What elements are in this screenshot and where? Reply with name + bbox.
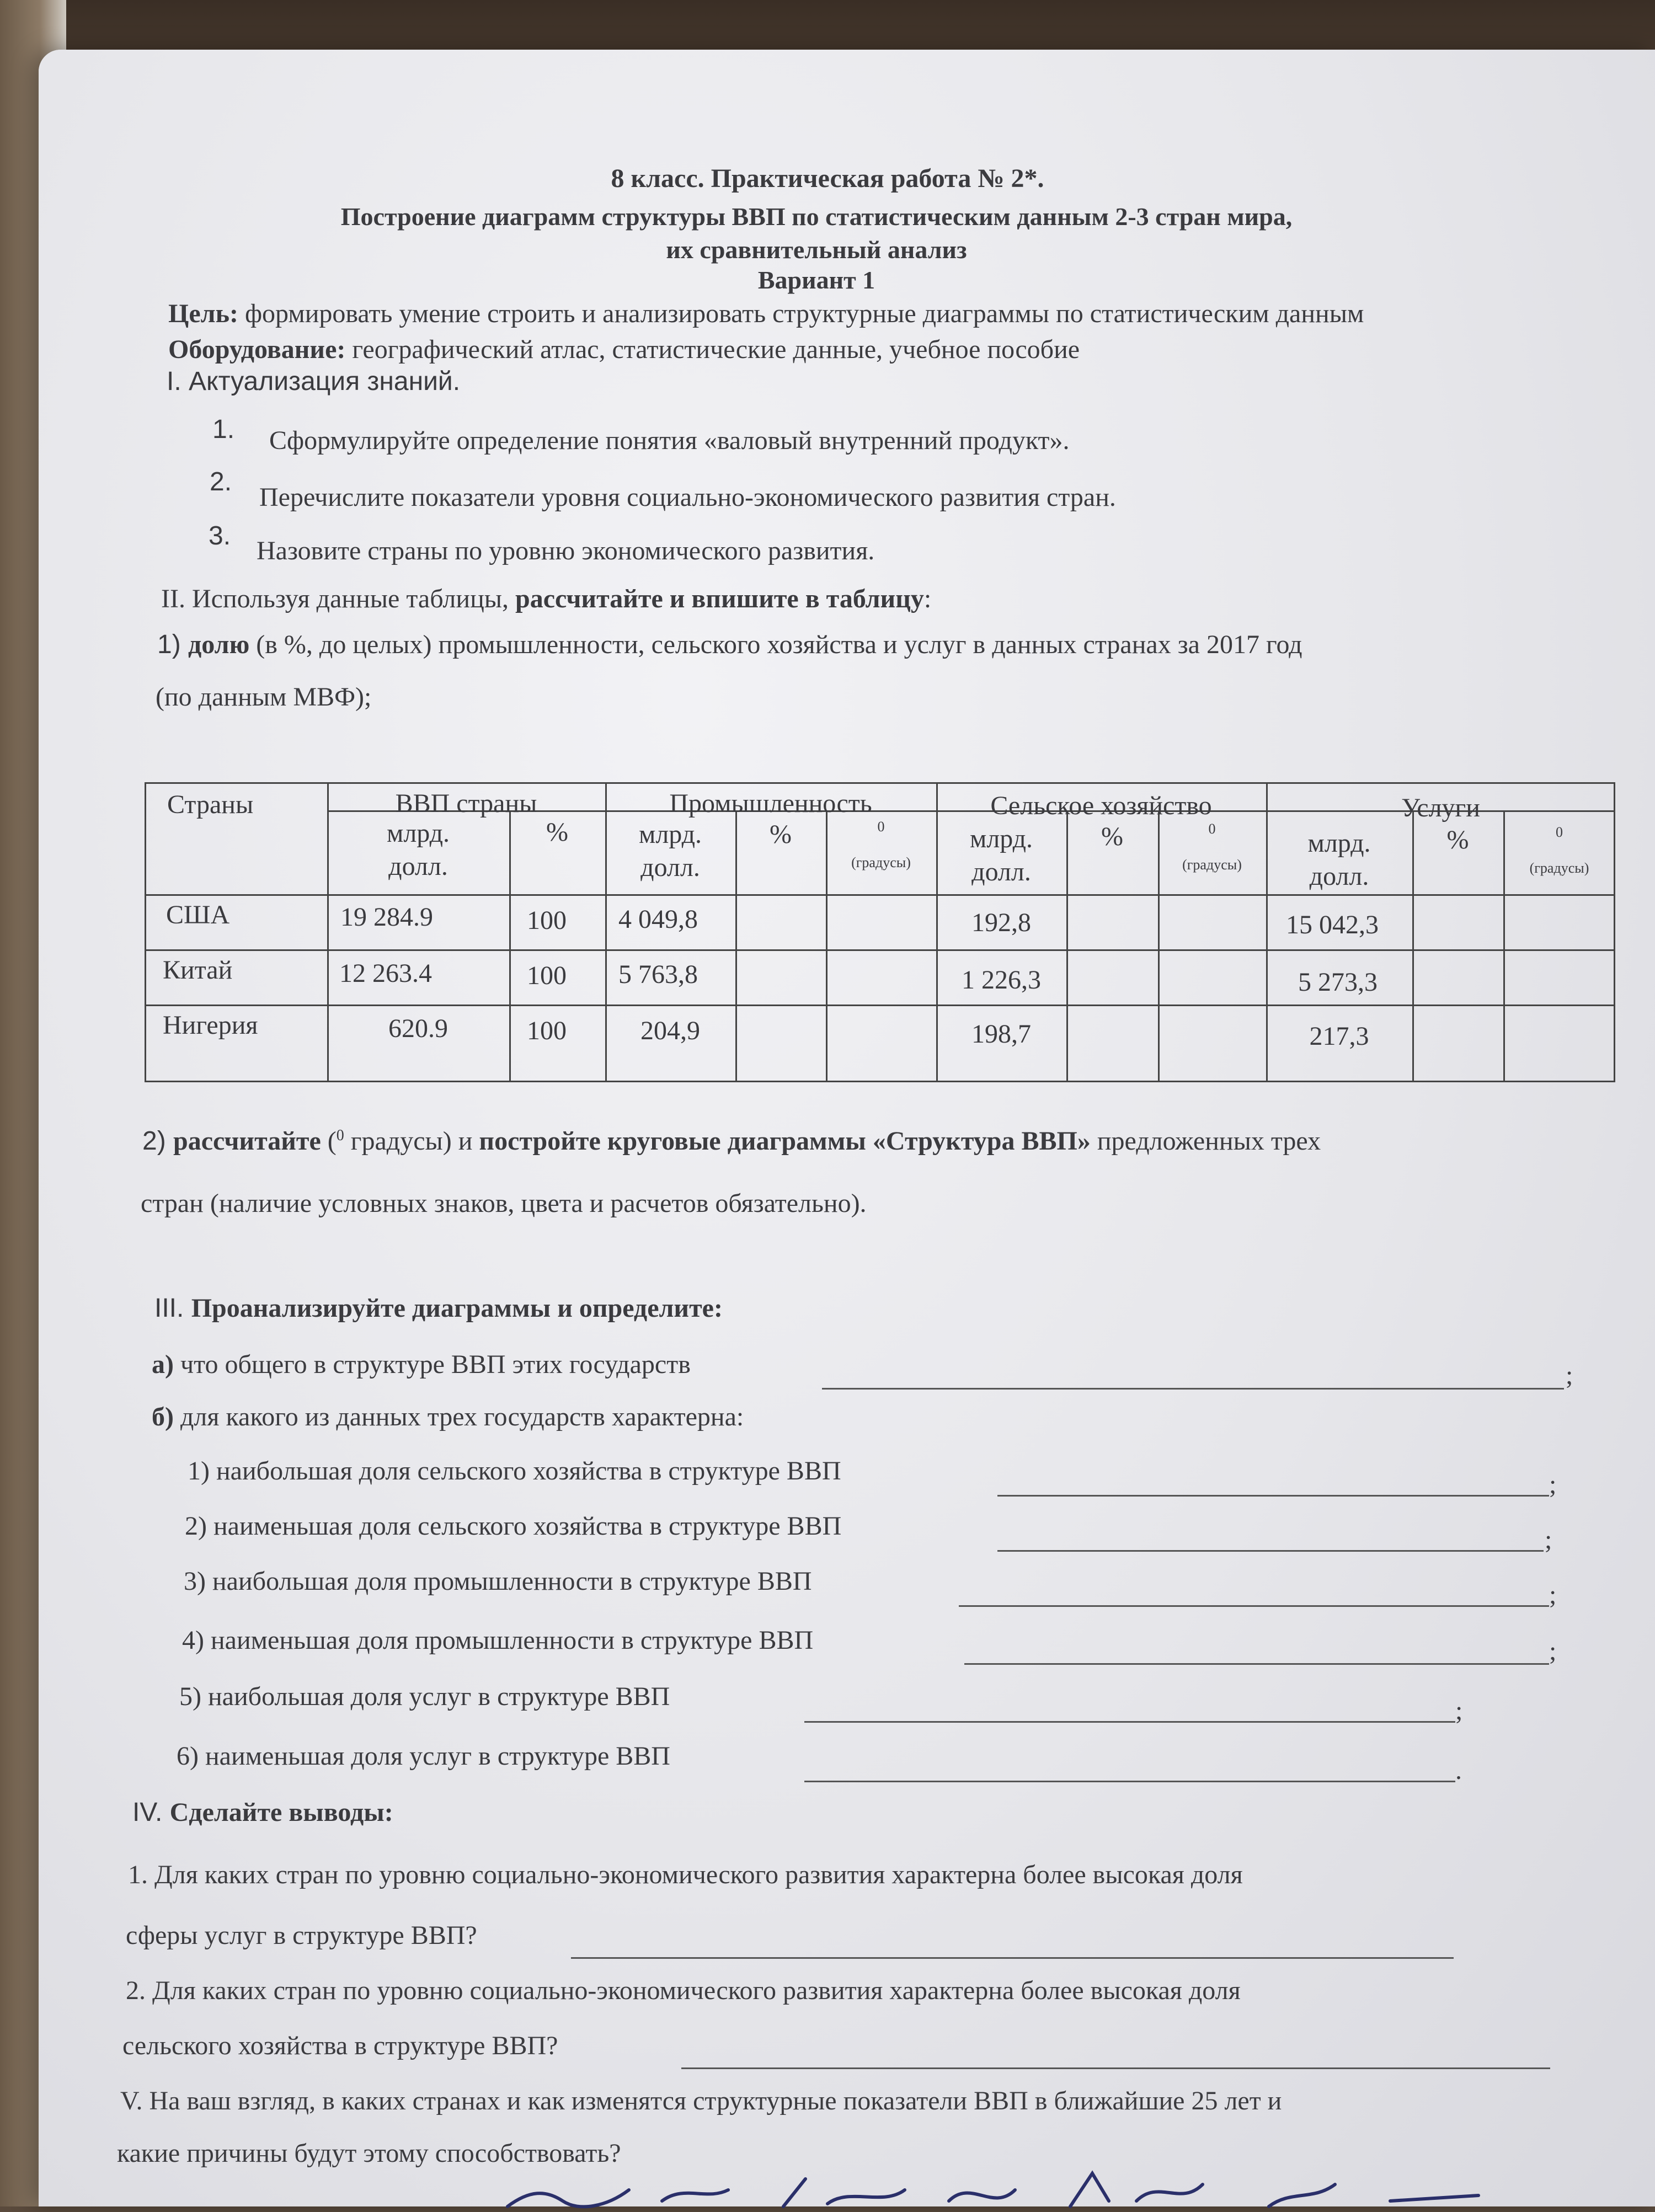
handwriting-scribble xyxy=(496,2168,1545,2212)
row-china-gdp-percent: 100 xyxy=(527,961,567,990)
worksheet-title: 8 класс. Практическая работа № 2*. xyxy=(611,164,1044,193)
subheader-services-degrees: 0 (градусы) xyxy=(1529,824,1589,876)
goal-label: Цель: xyxy=(168,299,238,328)
section-3-item-2-end: ; xyxy=(1545,1525,1552,1554)
goal-text: формировать умение строить и анализировать структурные диаграммы по статистическим данным xyxy=(238,299,1364,328)
row-usa-gdp-percent: 100 xyxy=(527,906,567,935)
answer-blank-3[interactable] xyxy=(959,1583,1549,1607)
section-5-question-cont: какие причины будут этому способствовать? xyxy=(117,2139,621,2168)
subheader-agriculture-degrees: 0 (градусы) xyxy=(1182,821,1242,873)
header-agriculture: Сельское хозяйство xyxy=(990,791,1212,820)
subheader-services-bln: млрд. долл. xyxy=(1307,829,1371,891)
section-2-task-1-cont: (по данным МВФ); xyxy=(156,682,372,712)
section-1-item-1-text: Сформулируйте определение понятия «валовый внутренний продукт». xyxy=(269,426,1070,455)
row-nigeria-services: 217,3 xyxy=(1309,1022,1369,1051)
variant-label: Вариант 1 xyxy=(757,266,875,294)
worksheet-subtitle: Построение диаграмм структуры ВВП по статистическим данным 2-3 стран мира, xyxy=(340,202,1293,231)
section-2-task-2: 2) рассчитайте ($^0$ градусы) и постройте круговые диаграммы «Структура ВВП» предложенных трех xyxy=(142,1126,1321,1156)
section-1-item-2-text: Перечислите показатели уровня социально-экономического развития стран. xyxy=(259,483,1116,512)
row-usa-industry: 4 049,8 xyxy=(618,905,698,934)
section-3-item-6: 6) наименьшая доля услуг в структуре ВВП xyxy=(177,1741,670,1771)
subheader-services-percent: % xyxy=(1446,825,1469,854)
row-china-gdp: 12 263.4 xyxy=(339,959,432,988)
header-industry: Промышленность xyxy=(669,789,872,818)
section-3-item-5-end: ; xyxy=(1455,1696,1463,1725)
row-china-services: 5 273,3 xyxy=(1298,968,1378,997)
equipment-text: географический атлас, статистические данные, учебное пособие xyxy=(345,335,1080,364)
section-4-title: IV. Сделайте выводы: xyxy=(132,1798,393,1827)
answer-blank-6[interactable] xyxy=(804,1759,1455,1782)
section-1-item-3-number: 3. xyxy=(209,521,231,551)
section-4-question-2-cont: сельского хозяйства в структуре ВВП? xyxy=(122,2031,558,2060)
section-3-item-4: 4) наименьшая доля промышленности в структуре ВВП xyxy=(182,1626,814,1655)
row-china-industry: 5 763,8 xyxy=(618,960,698,989)
row-nigeria-agriculture: 198,7 xyxy=(971,1019,1031,1049)
section-3-item-2: 2) наименьшая доля сельского хозяйства в структуре ВВП xyxy=(185,1511,842,1541)
goal-line xyxy=(168,301,1364,327)
section-3-a-end: ; xyxy=(1566,1361,1573,1390)
row-nigeria-gdp-percent: 100 xyxy=(527,1016,567,1045)
row-nigeria-industry: 204,9 xyxy=(640,1016,700,1045)
section-3-item-1: 1) наибольшая доля сельского хозяйства в структуре ВВП xyxy=(188,1456,841,1486)
subheader-agriculture-bln: млрд. долл. xyxy=(969,824,1033,886)
answer-blank-2[interactable] xyxy=(997,1528,1544,1552)
section-4-question-1-cont: сферы услуг в структуре ВВП? xyxy=(126,1921,477,1950)
subheader-gdp-percent: % xyxy=(546,818,568,847)
row-usa-country: США xyxy=(166,900,230,929)
subheader-industry-percent: % xyxy=(770,820,792,849)
equipment-line xyxy=(168,336,1080,363)
section-1-item-2-number: 2. xyxy=(210,467,232,496)
header-services: Услуги xyxy=(1401,793,1480,822)
section-1-title: I. Актуализация знаний. xyxy=(167,367,461,396)
section-3-item-6-end: . xyxy=(1455,1756,1462,1785)
section-3-a: а) что общего в структуре ВВП этих государств xyxy=(152,1350,691,1379)
answer-blank-1[interactable] xyxy=(997,1473,1549,1497)
section-4-question-2: 2. Для каких стран по уровню социально-экономического развития характерна более высокая доля xyxy=(126,1976,1241,2005)
answer-blank-q2[interactable] xyxy=(681,2045,1550,2069)
header-countries: Страны xyxy=(167,790,254,819)
section-3-item-4-end: ; xyxy=(1549,1637,1557,1666)
section-2-task-2-cont: стран (наличие условных знаков, цвета и расчетов обязательно). xyxy=(141,1189,867,1218)
row-usa-agriculture: 192,8 xyxy=(971,908,1031,937)
row-usa-gdp: 19 284.9 xyxy=(340,902,433,932)
row-china-agriculture: 1 226,3 xyxy=(962,965,1041,995)
answer-blank-q1[interactable] xyxy=(571,1935,1454,1959)
subheader-gdp-bln: млрд. долл. xyxy=(386,819,450,881)
answer-blank-5[interactable] xyxy=(804,1699,1455,1723)
row-usa-services: 15 042,3 xyxy=(1286,910,1379,939)
worksheet-subtitle-2: их сравнительный анализ xyxy=(666,236,967,264)
section-3-item-1-end: ; xyxy=(1549,1470,1557,1499)
section-3-item-5: 5) наибольшая доля услуг в структуре ВВП xyxy=(179,1682,670,1711)
header-gdp: ВВП страны xyxy=(395,789,537,818)
row-china-country: Китай xyxy=(163,955,233,985)
subheader-industry-degrees: 0 (градусы) xyxy=(851,819,911,870)
section-3-item-3-end: ; xyxy=(1549,1580,1557,1610)
answer-blank-4[interactable] xyxy=(964,1641,1549,1665)
section-1-item-1-number: 1. xyxy=(212,415,235,444)
section-2-title: II. Используя данные таблицы, рассчитайте и впишите в таблицу: xyxy=(161,584,932,613)
section-3-item-3: 3) наибольшая доля промышленности в структуре ВВП xyxy=(184,1567,812,1596)
section-4-question-1: 1. Для каких стран по уровню социально-экономического развития характерна более высокая доля xyxy=(128,1860,1243,1889)
subheader-industry-bln: млрд. долл. xyxy=(638,820,702,882)
equipment-label: Оборудование: xyxy=(168,335,346,364)
gdp-structure-table xyxy=(145,782,1615,1082)
section-1-item-3-text: Назовите страны по уровню экономического развития. xyxy=(257,536,875,565)
subheader-agriculture-percent: % xyxy=(1101,822,1123,851)
row-nigeria-country: Нигерия xyxy=(163,1011,258,1040)
section-3-title: III. Проанализируйте диаграммы и определите: xyxy=(154,1294,723,1323)
row-nigeria-gdp: 620.9 xyxy=(388,1014,448,1043)
answer-blank-a[interactable] xyxy=(822,1366,1564,1390)
section-2-task-1: 1) долю (в %, до целых) промышленности, сельского хозяйства и услуг в данных странах за 2017 год xyxy=(157,630,1302,659)
section-5-question: V. На ваш взгляд, в каких странах и как изменятся структурные показатели ВВП в ближайшие 25 лет и xyxy=(120,2086,1282,2115)
section-3-b: б) для какого из данных трех государств характерна: xyxy=(152,1402,744,1431)
